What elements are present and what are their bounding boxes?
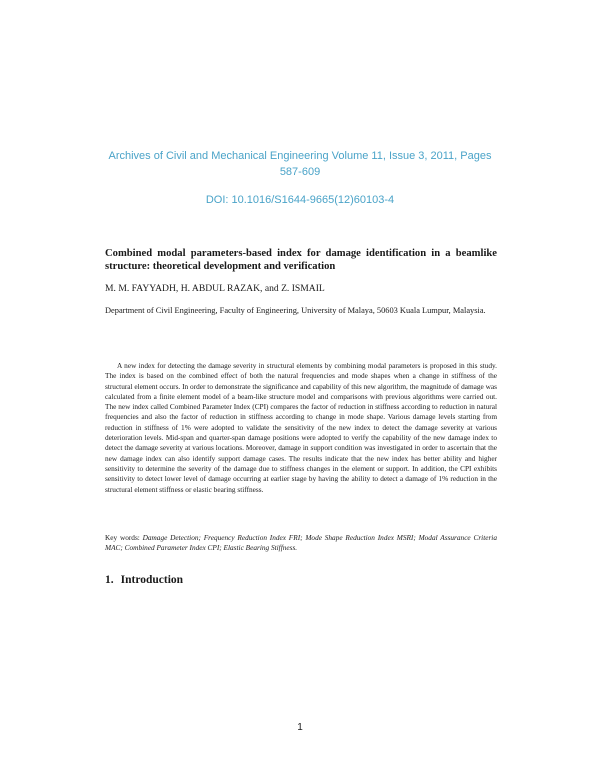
- keywords-list: Damage Detection; Frequency Reduction Index FRI; Mode Shape Reduction Index MSRI; Modal Assurance Criteria MAC; Combined Parameter Index CPI; Elastic Bearing Stiffness.: [105, 533, 497, 553]
- doi-line: DOI: 10.1016/S1644-9665(12)60103-4: [205, 194, 395, 206]
- keywords-label: Key words:: [105, 533, 140, 542]
- abstract: A new index for detecting the damage severity in structural elements by combining modal parameters is proposed in this study. The index is based on the combined effect of both the natural frequencies and mode shapes when a change in stiffness of the structural element occurs. In order to demonstrate the significance and capability of this new algorithm, the magnitude of damage was calculated from a finite element model of a beam-like structure model and comparisons with previous algorithms were carried out. The new index called Combined Parameter Index (CPI) compares the factor of reduction in stiffness according to reduction in natural frequencies and also the factor of reduction in stiffness according to change in mode shape. Various damage levels starting from reduction in stiffness of 1% were adopted to validate the sensitivity of the new index to detect the damage severity at various deterioration levels. Mid-span and quarter-span damage positions were adopted to verify the capability of the new damage index to detect the damage severity at various locations. Moreover, damage in support condition was investigated in order to ascertain that the new damage index can also identify support damage cases. The results indicate that the new index has better ability and higher sensitivity to determine the severity of the damage due to stiffness changes in the element or support. In addition, the CPI exhibits sensitivity to detect lower level of damage occurring at earlier stage by having the ability to detect a damage of 1% reduction in the structural element stiffness or elastic bearing stiffness.: [105, 361, 497, 494]
- author-list: M. M. FAYYADH, H. ABDUL RAZAK, and Z. ISMAIL: [105, 283, 325, 294]
- affiliation: Department of Civil Engineering, Faculty of Engineering, University of Malaya, 50603 Kuala Lumpur, Malaysia.: [105, 306, 486, 315]
- section-heading: [105, 573, 183, 587]
- page-number: 1: [297, 722, 303, 733]
- keywords: [105, 533, 497, 554]
- section-title: Introduction: [120, 574, 184, 586]
- section-number: 1.: [105, 574, 114, 586]
- journal-citation: Archives of Civil and Mechanical Engineering Volume 11, Issue 3, 2011, Pages 587-609: [108, 150, 492, 178]
- paper-title: Combined modal parameters-based index for damage identification in a beamlike structure: theoretical development and verification: [105, 248, 497, 272]
